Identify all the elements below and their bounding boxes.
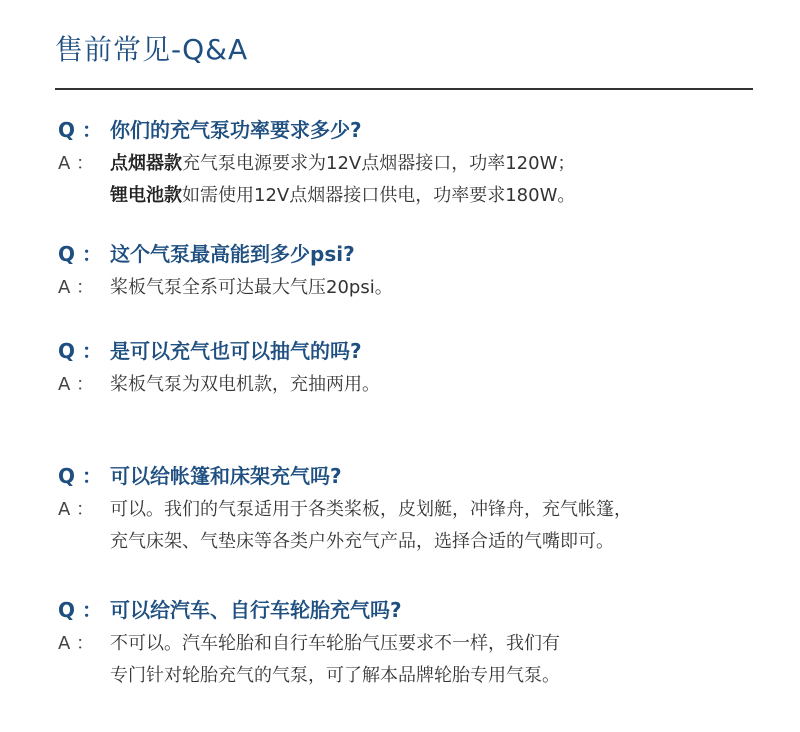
answer-bold-label: 锂电池款: [110, 185, 182, 206]
answer-text: [110, 494, 758, 558]
answer-line-text: 不可以。汽车轮胎和自行车轮胎气压要求不一样，我们有: [110, 633, 560, 654]
question-prefix: Q ：: [58, 339, 102, 363]
answer-text: [110, 628, 758, 692]
answer-text: [110, 272, 758, 304]
answer-prefix: A ：: [58, 277, 95, 298]
answer-line-text: 充气床架、气垫床等各类户外充气产品，选择合适的气嘴即可。: [110, 531, 614, 552]
question-text: 可以给汽车、自行车轮胎充气吗?: [110, 598, 402, 622]
answer-prefix: A ：: [58, 499, 95, 520]
question-row: [58, 116, 758, 144]
question-text: 可以给帐篷和床架充气吗?: [110, 464, 342, 488]
answer-text: [110, 369, 758, 401]
answer-prefix: A ：: [58, 374, 95, 395]
answer-text: [110, 148, 758, 212]
question-row: [58, 596, 758, 624]
answer-prefix: A ：: [58, 153, 95, 174]
qa-item-tires: [58, 596, 758, 692]
answer-row: [58, 494, 758, 558]
question-prefix: Q ：: [58, 464, 102, 488]
qa-item-inflate-deflate: [58, 337, 758, 401]
question-text: 这个气泵最高能到多少psi?: [110, 242, 355, 266]
answer-line-text: 充气泵电源要求为12V点烟器接口，功率120W；: [182, 153, 576, 174]
answer-line: [110, 148, 758, 180]
answer-line-text: 如需使用12V点烟器接口供电，功率要求180W。: [182, 185, 576, 206]
question-row: [58, 462, 758, 490]
question-prefix: Q ：: [58, 598, 102, 622]
qa-item-power: [58, 116, 758, 212]
answer-row: [58, 148, 758, 212]
title-divider: [55, 88, 753, 90]
answer-bold-label: 点烟器款: [110, 153, 182, 174]
question-row: [58, 337, 758, 365]
question-row: [58, 240, 758, 268]
page-title: 售前常见-Q&A: [55, 33, 249, 66]
answer-line-text: 桨板气泵为双电机款，充抽两用。: [110, 374, 380, 395]
answer-line-text: 专门针对轮胎充气的气泵，可了解本品牌轮胎专用气泵。: [110, 665, 560, 686]
question-text: 是可以充气也可以抽气的吗?: [110, 339, 362, 363]
qa-item-psi: [58, 240, 758, 304]
qa-item-tent-bed: [58, 462, 758, 558]
question-prefix: Q ：: [58, 118, 102, 142]
answer-row: [58, 272, 758, 304]
answer-row: [58, 369, 758, 401]
answer-line: [110, 180, 758, 212]
answer-row: [58, 628, 758, 692]
answer-prefix: A ：: [58, 633, 95, 654]
question-text: 你们的充气泵功率要求多少?: [110, 118, 362, 142]
question-prefix: Q ：: [58, 242, 102, 266]
answer-line-text: 桨板气泵全系可达最大气压20psi。: [110, 277, 393, 298]
answer-line-text: 可以。我们的气泵适用于各类桨板，皮划艇，冲锋舟，充气帐篷，: [110, 499, 632, 520]
